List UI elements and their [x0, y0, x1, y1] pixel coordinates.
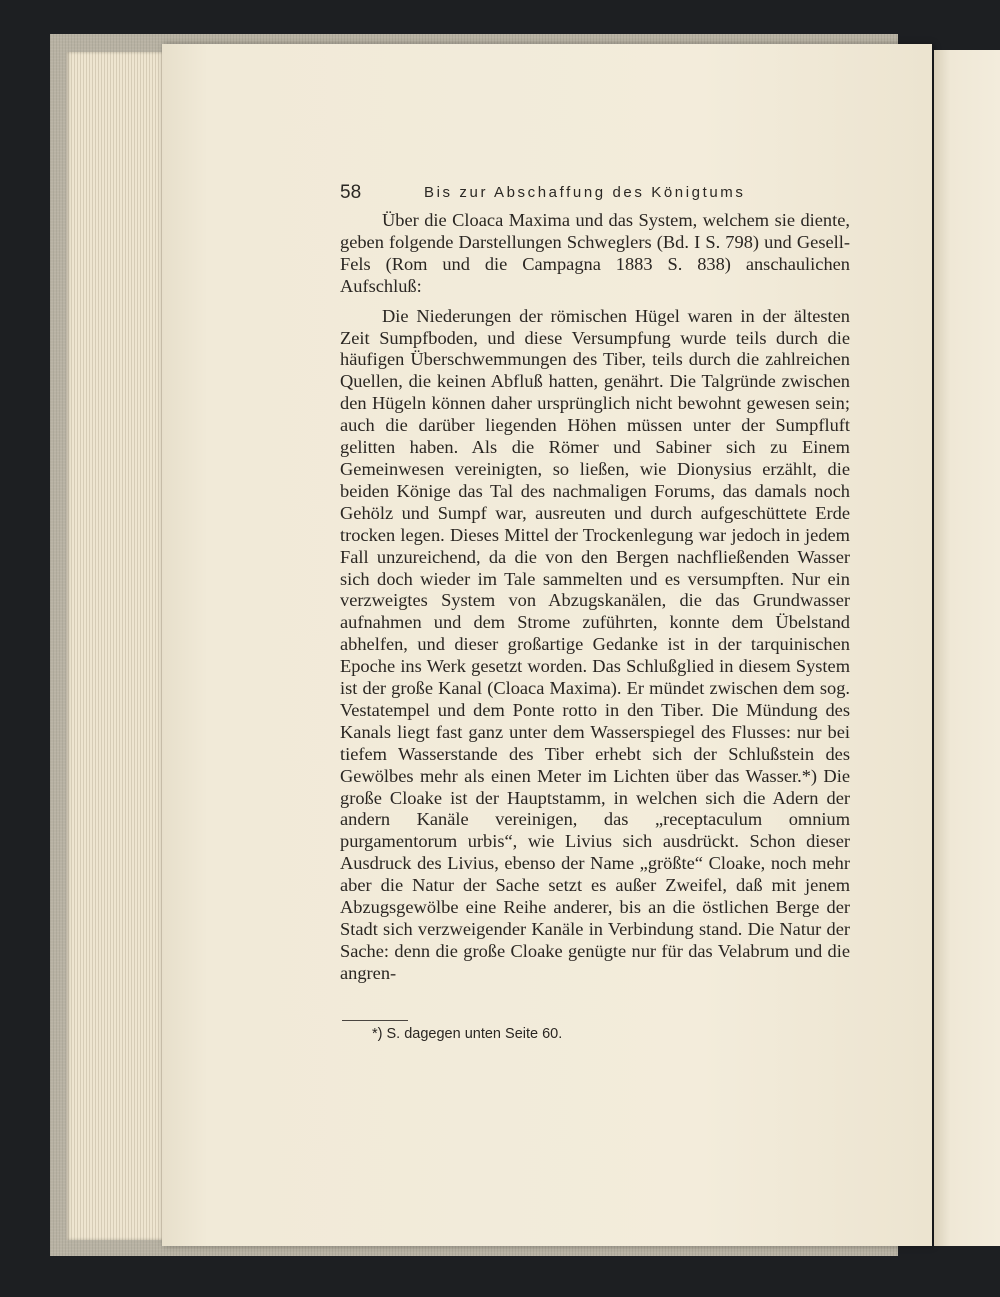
body-text — [340, 210, 850, 985]
page-header — [340, 182, 860, 210]
facing-page-edge — [934, 50, 1000, 1246]
page-edges — [66, 52, 166, 1240]
footnote: *) S. dagegen unten Seite 60. — [372, 1026, 563, 1042]
page-number: 58 — [340, 182, 362, 203]
footnote-rule — [342, 1020, 408, 1021]
paragraph-intro: Über die Cloaca Maxima und das System, welchem sie diente, geben folgende Darstellungen Schweglers (Bd. I S. 798) und Gesell-Fels (Rom und die Campagna 1883 S. 838) anschaulichen Aufschluß: — [340, 210, 850, 296]
paragraph-quote: Die Niederungen der römischen Hügel waren in der ältesten Zeit Sumpfboden, und diese Versumpfung wurde teils durch die häufigen Überschwemmungen des Tiber, teils durch die zahlreichen Quellen, die keinen Abfluß hatten, genährt. Die Talgründe zwischen den Hügeln können daher ursprünglich nicht bewohnt gewesen sein; auch die darüber liegenden Höhen müssen unter der Sumpfluft gelitten haben. Als die Römer und Sabiner sich zu Einem Gemeinwesen vereinigten, so ließen, wie Dionysius erzählt, die beiden Könige das Tal des nachmaligen Forums, das damals noch Gehölz und Sumpf war, ausreuten und durch aufgeschüttete Erde trocken legen. Dieses Mittel der Trockenlegung war jedoch in jedem Fall unzureichend, da die von den Bergen nachfließenden Wasser sich doch wieder im Tale sammelten und es versumpften. Nur ein verzweigtes System von Abzugskanälen, die das Grundwasser aufnahmen und dem Strome zuführten, konnte dem Übelstand abhelfen, und dieser großartige Gedanke ist in der tarquinischen Epoche ins Werk gesetzt worden. Das Schlußglied in diesem System ist der große Kanal (Cloaca Maxima). Er mündet zwischen dem sog. Vestatempel und dem Ponte rotto in den Tiber. Die Mündung des Kanals liegt fast ganz unter dem Wasserspiegel des Flusses: nur bei tiefem Wasserstande des Tiber erhebt sich der Schlußstein des Gewölbes mehr als einen Meter im Lichten über das Wasser.*) Die große Cloake ist der Hauptstamm, in welchen sich die Adern der andern Kanäle vereinigen, das „receptaculum omnium purgamentorum urbis“, wie Livius sich ausdrückt. Schon dieser Ausdruck des Livius, ebenso der Name „größte“ Cloake, noch mehr aber die Natur der Sache setzt es außer Zweifel, daß mit jenem Abzugsgewölbe eine Reihe anderer, bis an die östlichen Berge der Stadt sich verzweigender Kanäle in Verbindung stand. Die Natur der Sache: denn die große Cloake genügte nur für das Velabrum und die angren- — [340, 305, 850, 983]
running-head: Bis zur Abschaffung des Königtums — [424, 184, 746, 201]
